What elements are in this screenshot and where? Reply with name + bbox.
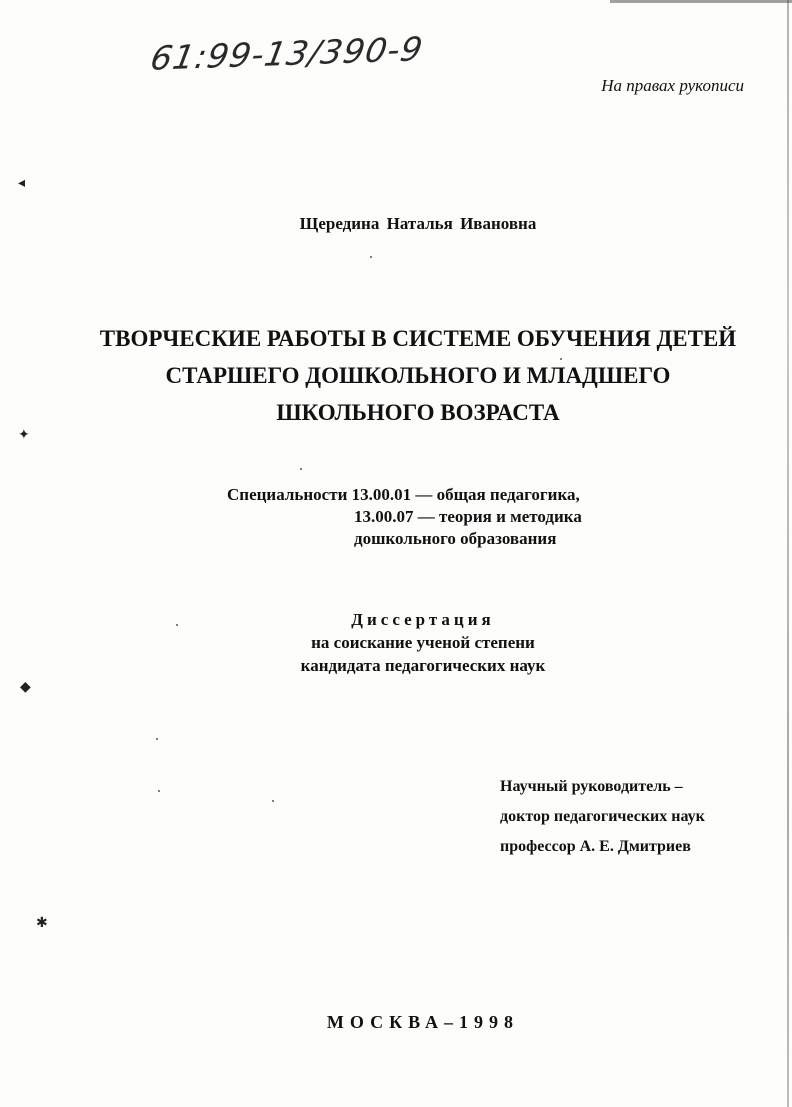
scan-speck xyxy=(158,790,160,792)
specialty-line-2: 13.00.07 — теория и методика xyxy=(354,507,582,526)
scan-speck xyxy=(370,256,372,258)
scan-mark-2: ✦ xyxy=(18,427,30,443)
author-name: Щередина Наталья Ивановна xyxy=(299,214,537,233)
scan-speck xyxy=(560,358,562,360)
dissertation-block xyxy=(0,608,792,677)
scan-edge-top xyxy=(610,0,792,3)
dissertation-title xyxy=(0,320,792,431)
supervisor-block xyxy=(500,772,705,862)
title-line-2: СТАРШЕГО ДОШКОЛЬНОГО И МЛАДШЕГО xyxy=(165,363,671,388)
title-line-1: ТВОРЧЕСКИЕ РАБОТЫ В СИСТЕМЕ ОБУЧЕНИЯ ДЕТЕЙ xyxy=(99,326,737,351)
archive-number-handwritten: 61:99-13/390-9 xyxy=(147,29,427,78)
rights-note: На правах рукописи xyxy=(601,76,744,95)
scan-speck xyxy=(156,738,158,740)
scan-speck xyxy=(300,468,302,470)
scan-edge-right xyxy=(787,0,789,1107)
dissertation-heading: Диссертация xyxy=(351,610,495,629)
scan-speck xyxy=(272,800,274,802)
city-year: МОСКВА–1998 xyxy=(326,1012,520,1032)
scan-mark-3: ◆ xyxy=(20,679,31,695)
supervisor-line-3: профессор А. Е. Дмитриев xyxy=(500,838,691,855)
specialty-line-1: Специальности 13.00.01 — общая педагогика, xyxy=(227,485,580,504)
dissertation-line-1: на соискание ученой степени xyxy=(311,633,535,652)
title-line-3: ШКОЛЬНОГО ВОЗРАСТА xyxy=(276,400,560,425)
specialty-line-3: дошкольного образования xyxy=(354,529,557,548)
scan-mark-1: ◂ xyxy=(18,175,26,191)
supervisor-line-2: доктор педагогических наук xyxy=(500,808,705,825)
supervisor-line-1: Научный руководитель – xyxy=(500,778,683,795)
dissertation-line-2: кандидата педагогических наук xyxy=(300,656,546,675)
scan-mark-4: ✱ xyxy=(36,915,48,931)
scan-speck xyxy=(176,624,178,626)
